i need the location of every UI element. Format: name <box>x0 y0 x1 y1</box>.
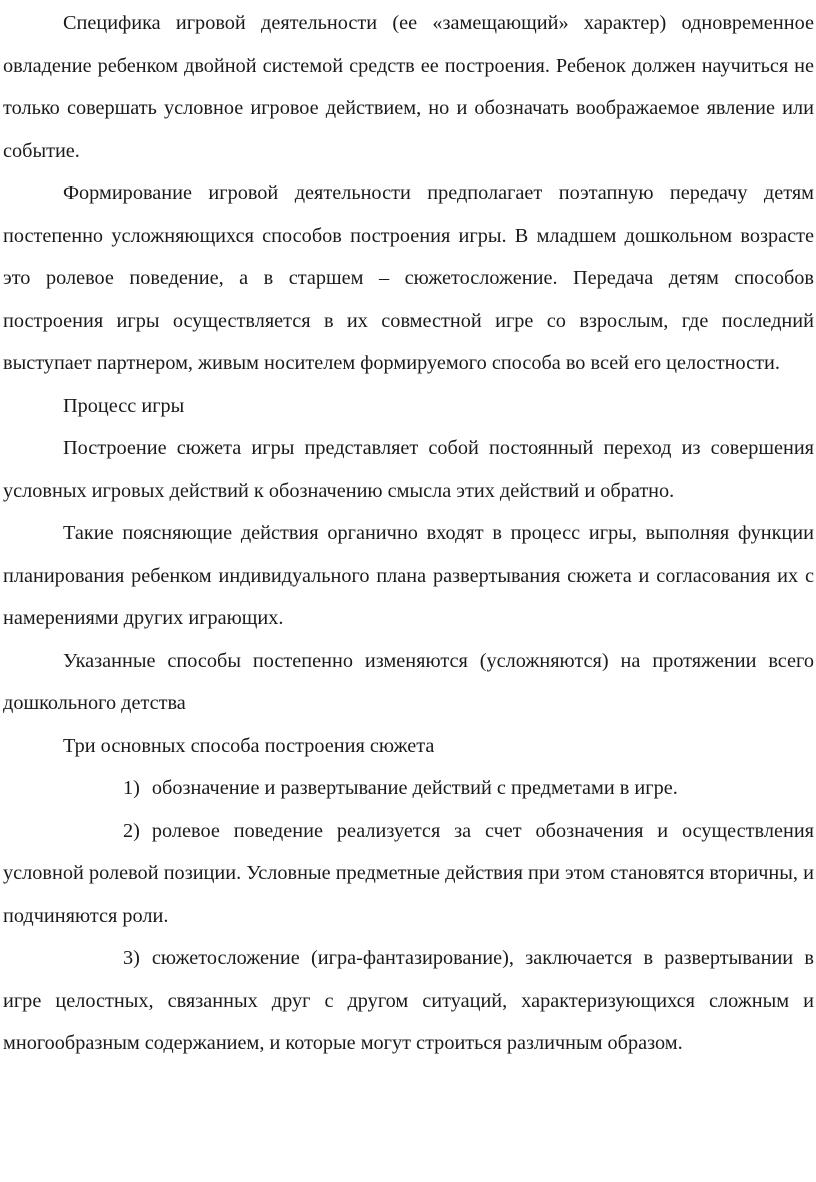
heading-game-process: Процесс игры <box>63 394 185 417</box>
list-number: 3) <box>123 947 140 969</box>
list-item-3 <box>3 937 814 1065</box>
list-item-2 <box>3 810 814 938</box>
paragraph-game-specifics: Специфика игровой деятельности (ее «замещающий» характер) одновременное овладение ребенком двойной системой средств ее построения. Ребенок должен научиться не только совершать условное игровое действием, но и обозначать воображаемое явление или событие. <box>3 12 814 162</box>
list-number: 2) <box>123 819 140 842</box>
paragraph-plot-construction: Построение сюжета игры представляет собой постоянный переход из совершения условных игровых действий к обозначению смысла этих действий и обратно. <box>3 437 814 502</box>
list-item-1 <box>3 767 814 810</box>
list-item-text: обозначение и развертывание действий с предметами в игре. <box>151 777 678 799</box>
heading-three-methods: Три основных способа построения сюжета <box>63 734 435 757</box>
paragraph-game-formation: Формирование игровой деятельности предполагает поэтапную передачу детям постепенно усложняющихся способов построения игры. В младшем дошкольном возрасте это ролевое поведение, а в старшем – сюжетосложение. Передача детям способов построения игры осуществляется в их совместной игре со взрослым, где последний выступает партнером, живым носителем формируемого способа во всей его целостности. <box>3 182 814 374</box>
list-item-text: сюжетосложение (игра-фантазирование), заключается в развертывании в игре целостных, связанных друг с другом ситуаций, характеризующихся сложным и многообразным содержанием, и которые могут строиться различным образом. <box>3 947 814 1054</box>
list-number: 1) <box>123 777 140 799</box>
paragraph-explanatory-actions: Такие поясняющие действия органично входят в процесс игры, выполняя функции планирования ребенком индивидуального плана развертывания сюжета и согласования их с намерениями других играющих. <box>3 522 814 629</box>
paragraph-methods-change: Указанные способы постепенно изменяются (усложняются) на протяжении всего дошкольного детства <box>3 649 814 714</box>
list-item-text: ролевое поведение реализуется за счет обозначения и осуществления условной ролевой позиции. Условные предметные действия при этом становятся вторичны, и подчиняются роли. <box>3 819 814 927</box>
